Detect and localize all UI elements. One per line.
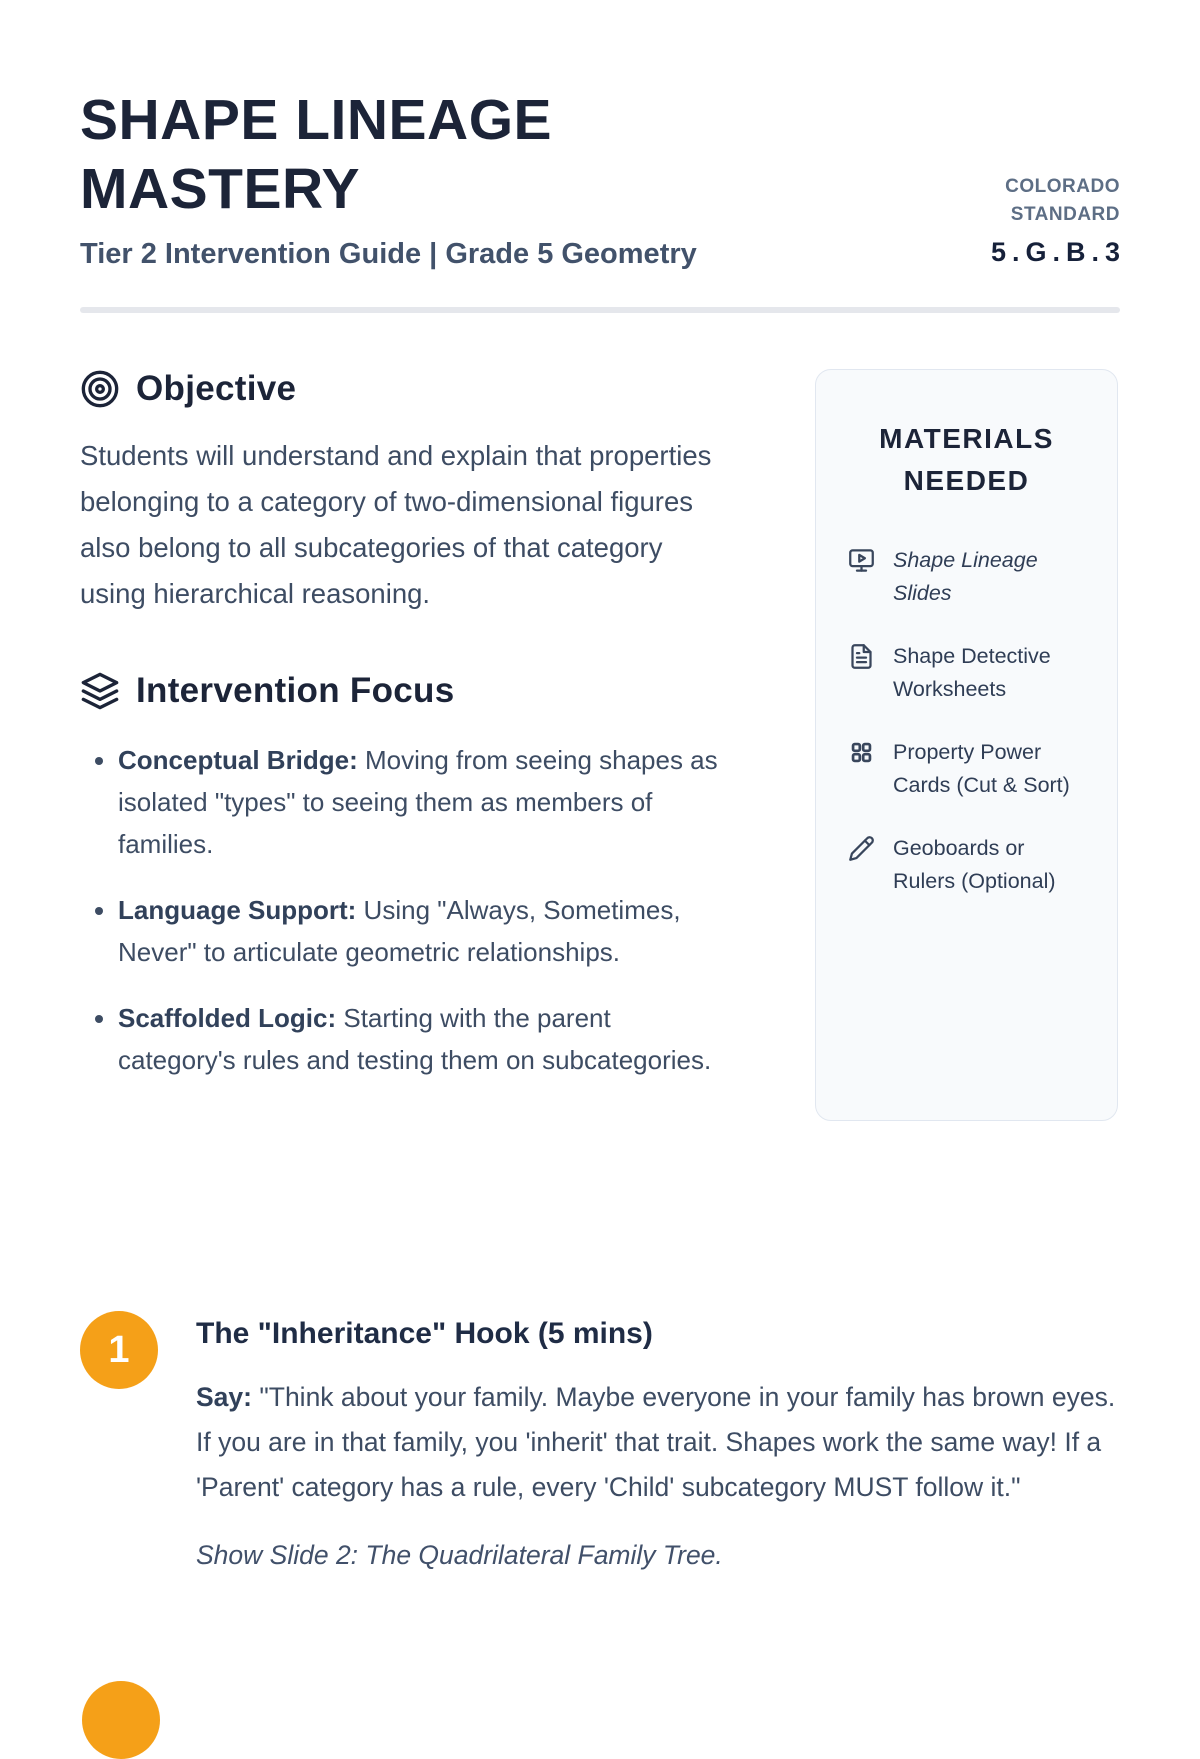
header-divider (80, 307, 1120, 313)
material-label: Shape Detective Worksheets (893, 644, 1051, 701)
page-title (80, 86, 697, 224)
cards-grid-icon (848, 736, 875, 802)
standard-label-line2: STANDARD (1010, 204, 1120, 225)
page-subtitle: Tier 2 Intervention Guide | Grade 5 Geometry (80, 238, 697, 270)
intervention-focus-heading-label: Intervention Focus (136, 671, 455, 710)
materials-list (842, 544, 1091, 898)
step-1-note: Show Slide 2: The Quadrilateral Family Tree. (196, 1540, 723, 1570)
standard-code: 5.G.B.3 (990, 237, 1126, 267)
page-title-line1: SHAPE LINEAGE (80, 88, 553, 152)
layers-icon (80, 671, 120, 711)
step-1-title: The "Inheritance" Hook (5 mins) (196, 1317, 653, 1350)
standard-block (990, 173, 1126, 271)
step-1-number-badge: 1 (80, 1311, 158, 1389)
focus-item (118, 739, 720, 865)
material-label: Shape Lineage Slides (893, 548, 1038, 605)
focus-item-text: Starting with the parent category's rules and testing them on subcategories. (118, 1003, 712, 1075)
focus-item-text: Moving from seeing shapes as isolated "types" to seeing them as members of families. (118, 745, 718, 859)
step-2-badge-partial (82, 1681, 160, 1759)
objective-heading-label: Objective (136, 369, 297, 408)
focus-item-lead: Scaffolded Logic: (118, 1003, 337, 1033)
materials-heading: MATERIALS NEEDED (879, 423, 1054, 496)
material-label: Property Power Cards (Cut & Sort) (893, 740, 1070, 797)
monitor-play-icon (848, 544, 875, 610)
header-left (80, 86, 697, 271)
focus-item (118, 997, 720, 1081)
material-item (848, 832, 1085, 898)
pencil-icon (848, 832, 875, 898)
materials-card (815, 369, 1118, 1121)
focus-item (118, 889, 720, 973)
standard-label-line1: COLORADO (1005, 176, 1120, 197)
intervention-guide-page (0, 86, 1200, 1571)
step-1-say (196, 1375, 1116, 1510)
step-1-section (80, 1311, 1120, 1571)
material-item (848, 544, 1085, 610)
file-text-icon (848, 640, 875, 706)
material-label: Geoboards or Rulers (Optional) (893, 836, 1056, 893)
say-label: Say: (196, 1382, 252, 1412)
objective-heading (80, 369, 735, 409)
focus-item-lead: Language Support: (118, 895, 357, 925)
target-icon (80, 369, 120, 409)
focus-list (80, 739, 720, 1081)
material-item (848, 640, 1085, 706)
objective-text: Students will understand and explain that properties belonging to a category of two-dimensional figures also belong to all subcategories of that category using hierarchical reasoning. (80, 440, 712, 609)
material-item (848, 736, 1085, 802)
main-content (80, 369, 1120, 1121)
page-header (80, 86, 1126, 271)
left-column (80, 369, 735, 1081)
standard-label (991, 173, 1120, 229)
intervention-focus-heading (80, 671, 735, 711)
focus-item-text: Using "Always, Sometimes, Never" to articulate geometric relationships. (118, 895, 681, 967)
focus-item-lead: Conceptual Bridge: (118, 745, 358, 775)
page-title-line2: MASTERY (80, 157, 361, 221)
step-1-content (196, 1311, 1116, 1571)
say-text: "Think about your family. Maybe everyone in your family has brown eyes. If you are in that family, you 'inherit' that trait. Shapes work the same way! If a 'Parent' category has a rule, every 'Child' subcategory MUST follow it." (196, 1382, 1116, 1502)
